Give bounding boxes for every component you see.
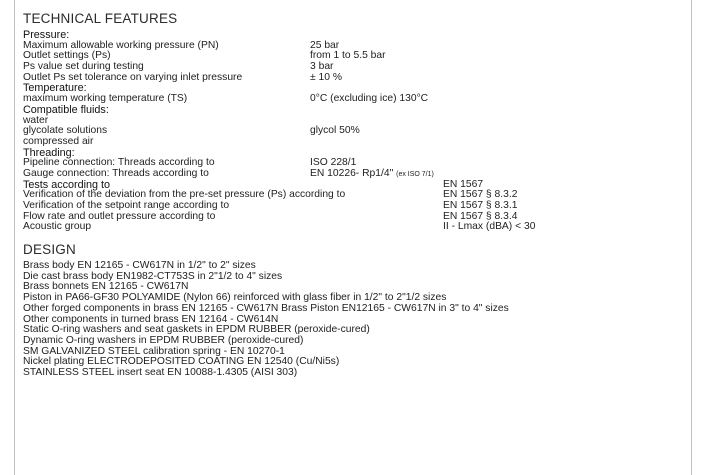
tests-heading-value: EN 1567 bbox=[443, 178, 484, 190]
spec-label: maximum working temperature (TS) bbox=[23, 93, 188, 105]
technical-features-title: TECHNICAL FEATURES bbox=[23, 11, 178, 26]
design-title: DESIGN bbox=[23, 242, 76, 258]
pressure-heading: Pressure: bbox=[23, 29, 70, 41]
spec-row bbox=[23, 212, 691, 223]
design-line-text: Static O-ring washers and seat gaskets in EPDM RUBBER (peroxide-cured) bbox=[23, 324, 370, 336]
spec-label: Pipeline connection: Threads according to bbox=[23, 157, 215, 169]
spec-value: from 1 to 5.5 bar bbox=[310, 50, 386, 62]
spec-label: Outlet settings (Ps) bbox=[23, 50, 111, 62]
spec-label: Acoustic group bbox=[23, 221, 92, 233]
temperature-heading: Temperature: bbox=[23, 82, 87, 95]
left-border-line bbox=[14, 0, 15, 475]
spec-row bbox=[23, 137, 691, 148]
threading-heading: Threading: bbox=[23, 146, 75, 159]
spec-sheet bbox=[23, 12, 691, 379]
design-line bbox=[23, 368, 691, 379]
spec-label: Flow rate and outlet pressure according to bbox=[23, 210, 216, 222]
tests-heading: Tests according to bbox=[23, 178, 111, 191]
spec-row bbox=[23, 222, 691, 233]
spec-value: glycol 50% bbox=[310, 125, 360, 137]
design-line-text: Brass body EN 12165 - CW617N in 1/2" to 2" sizes bbox=[23, 260, 256, 272]
spec-label: Outlet Ps set tolerance on varying inlet pressure bbox=[23, 71, 243, 83]
design-line-text: Die cast brass body EN1982-CT753S in 2"1/2 to 4" sizes bbox=[23, 270, 283, 282]
spec-label: compressed air bbox=[23, 135, 94, 147]
design-line-text: Other forged components in brass EN 12165 - CW617N Brass Piston EN12165 - CW617N in 3" to 4" sizes bbox=[23, 302, 509, 314]
fluids-heading: Compatible fluids: bbox=[23, 103, 109, 116]
spec-value: 0°C (excluding ice) 130°C bbox=[310, 93, 429, 105]
spec-row bbox=[23, 169, 691, 180]
spec-note: (ex ISO 7/1) bbox=[396, 170, 434, 178]
design-line-text: STAINLESS STEEL insert seat EN 10088-1.4305 (AISI 303) bbox=[23, 366, 298, 378]
design-line-text: Nickel plating ELECTRODEPOSITED COATING EN 12540 (Cu/Ni5s) bbox=[23, 356, 340, 368]
right-border-line bbox=[691, 0, 692, 475]
spec-row bbox=[23, 94, 691, 105]
design-line-text: Dynamic O-ring washers in EPDM RUBBER (peroxide-cured) bbox=[23, 334, 304, 346]
spec-value: EN 1567 § 8.3.2 bbox=[443, 189, 518, 201]
spec-value: ISO 228/1 bbox=[310, 157, 357, 169]
spec-value: EN 1567 § 8.3.4 bbox=[443, 210, 518, 222]
spec-value: EN 1567 § 8.3.1 bbox=[443, 200, 518, 211]
design-line bbox=[23, 304, 691, 315]
spec-row bbox=[23, 126, 691, 137]
spec-label: Verification of the setpoint range according to bbox=[23, 200, 230, 211]
spec-value: EN 10226- Rp1/4" bbox=[310, 167, 394, 179]
spec-label: water bbox=[23, 114, 49, 126]
spec-value: II - Lmax (dBA) < 30 bbox=[443, 221, 536, 233]
fluids-heading-row bbox=[23, 105, 691, 116]
spec-label: Maximum allowable working pressure (PN) bbox=[23, 39, 219, 51]
spec-value: ± 10 % bbox=[310, 71, 342, 83]
design-line-text: Piston in PA66-GF30 POLYAMIDE (Nylon 66) reinforced with glass fiber in 1/2" to 2"1/2 sizes bbox=[23, 292, 447, 304]
spec-label: Ps value set during testing bbox=[23, 61, 144, 73]
spec-value: 3 bar bbox=[310, 61, 334, 73]
spec-label: Verification of the deviation from the pre-set pressure (Ps) according to bbox=[23, 189, 346, 201]
spec-label: glycolate solutions bbox=[23, 125, 108, 137]
spec-value: 25 bar bbox=[310, 39, 340, 51]
design-line-text: Brass bonnets EN 12165 - CW617N bbox=[23, 281, 189, 293]
design-line bbox=[23, 336, 691, 347]
design-line-text: Other components in turned brass EN 12164 - CW614N bbox=[23, 313, 279, 325]
spec-row bbox=[23, 73, 691, 84]
spec-label: Gauge connection: Threads according to bbox=[23, 167, 209, 179]
design-line-text: SM GALVANIZED STEEL calibration spring - EN 10270-1 bbox=[23, 345, 285, 357]
